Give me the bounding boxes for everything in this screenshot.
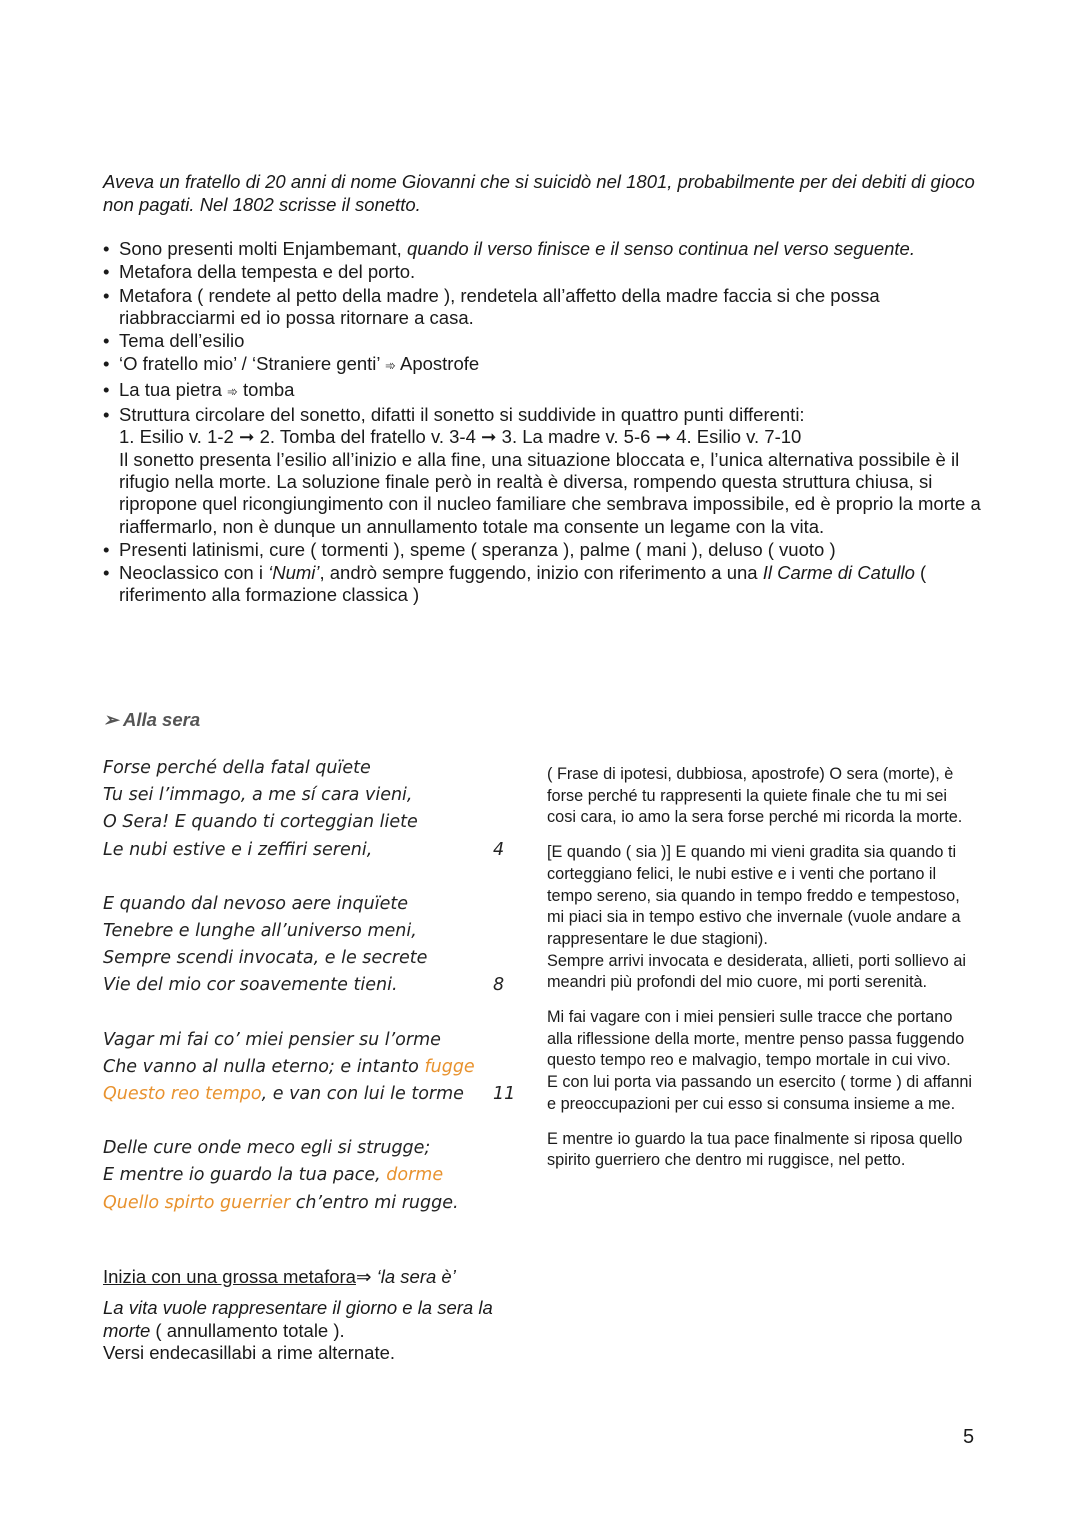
commentary-paragraph bbox=[547, 842, 977, 994]
tempesta-text: Metafora della tempesta e del porto. bbox=[119, 261, 416, 283]
commentary-paragraph bbox=[547, 1007, 977, 1116]
bullet-esilio bbox=[103, 330, 983, 352]
poem-line-numbered bbox=[103, 972, 523, 999]
bullet-marker: • bbox=[103, 404, 110, 426]
bullet-latinismi bbox=[103, 539, 983, 561]
double-arrow-icon: ⇒ bbox=[355, 1266, 372, 1287]
tomba-text: tomba bbox=[243, 378, 295, 400]
neo-text-b: , andrò sempre fuggendo, inizio con riferimento a una bbox=[319, 562, 763, 584]
metafora-text: Metafora ( rendete al petto della madre ), rendetela all’affetto della madre faccia si che possa riabbracciarmi ed io possa ritornare a casa. bbox=[119, 284, 880, 328]
bullet-marker: • bbox=[103, 562, 110, 584]
bullet-marker: • bbox=[103, 330, 110, 352]
poem-line-text: Vie del mio cor soavemente tieni. bbox=[103, 975, 398, 996]
apostrofe-label: Apostrofe bbox=[400, 353, 480, 375]
poem-line bbox=[103, 1054, 523, 1081]
poem-stanza-4 bbox=[103, 1135, 523, 1217]
poem-line-text: E mentre io guardo la tua pace, bbox=[103, 1165, 387, 1186]
apostrofe-quotes: ‘O fratello mio’ / ‘Straniere genti’ bbox=[119, 353, 380, 375]
section-heading bbox=[103, 709, 200, 731]
verse-number: 11 bbox=[493, 1084, 516, 1105]
enjambement-label: Sono presenti molti Enjambemant, bbox=[119, 238, 407, 259]
poem-line-numbered bbox=[103, 1081, 523, 1108]
final-notes bbox=[103, 1297, 523, 1365]
bullet-marker: • bbox=[103, 538, 110, 560]
verse-note: Versi endecasillabi a rime alternate. bbox=[103, 1342, 396, 1363]
arrow-icon: ➾ bbox=[384, 358, 396, 374]
intro-paragraph bbox=[103, 170, 983, 216]
page-number: 5 bbox=[963, 1426, 975, 1448]
struttura-text: Il sonetto presenta l’esilio all’inizio e alla fine, una situazione bloccata e, l’unica alternativa possibile è il rifugio nella morte. La soluzione finale però in realtà è diversa, rompendo questa struttura chiusa, si ripropone quel ricongiungimento con il nucleo familiare che sembrava impossibile, ed è proprio la morte a riaffermarlo, non è dunque un annullamento totale ma consente un legame con la vita. bbox=[119, 448, 981, 537]
poem-line: Vagar mi fai co’ miei pensier su l’orme bbox=[103, 1029, 441, 1050]
commentary-text: Mi fai vagare con i miei pensieri sulle tracce che portano alla riflessione della morte, mentre penso passa fuggendo questo tempo reo e malvagio, tempo mortale in cui vivo. bbox=[547, 1008, 965, 1070]
poem-line bbox=[103, 1190, 523, 1217]
latinismi-text: Presenti latinismi, cure ( tormenti ), speme ( speranza ), palme ( mani ), deluso ( vuoto ) bbox=[119, 538, 836, 560]
poem-line-text: ch’entro mi rugge. bbox=[290, 1192, 459, 1213]
bullet-pietra bbox=[103, 379, 983, 403]
poem-line: Tu sei l’immago, a me sí cara vieni, bbox=[103, 785, 413, 806]
neo-text-c: ( riferimento alla formazione classica ) bbox=[119, 562, 927, 606]
poem-line-text: Che vanno al nulla eterno; e intanto bbox=[103, 1056, 425, 1077]
metaphor-heading bbox=[103, 1265, 456, 1288]
bullet-enjambement bbox=[103, 238, 983, 260]
pietra-text: La tua pietra bbox=[119, 378, 222, 400]
poem-line-numbered bbox=[103, 837, 523, 864]
verse-number: 4 bbox=[493, 839, 505, 860]
bullet-apostrofe bbox=[103, 353, 983, 377]
bullet-metafora bbox=[103, 285, 983, 330]
bullet-marker: • bbox=[103, 353, 110, 375]
arrow-icon: ➾ bbox=[227, 383, 238, 399]
poem-line bbox=[103, 1162, 523, 1189]
poem-stanza-3 bbox=[103, 1027, 523, 1109]
poem-stanza-1 bbox=[103, 755, 523, 864]
struttura-points: 1. Esilio v. 1-2 ➞ 2. Tomba del fratello v. 3-4 ➞ 3. La madre v. 5-6 ➞ 4. Esilio v. 7-10 bbox=[119, 426, 802, 448]
poem bbox=[103, 755, 523, 1244]
bullet-struttura bbox=[103, 404, 983, 538]
neo-carme: Il Carme di Catullo bbox=[762, 562, 915, 584]
verse-number: 8 bbox=[493, 975, 505, 996]
commentary-text: [E quando ( sia )] E quando mi vieni gradita sia quando ti corteggiano felici, le nubi estive e i venti che portano il tempo sereno, sia quando in tempo freddo e tempestoso, mi piaci sia in tempo estivo che invernale (vuole andare a rappresentare le due stagioni). bbox=[547, 843, 961, 948]
notes-plain: ( annullamento totale ). bbox=[150, 1319, 345, 1341]
commentary-paragraph: E mentre io guardo la tua pace finalmente si riposa quello spirito guerriero che dentro mi ruggisce, nel petto. bbox=[547, 1129, 963, 1170]
metaphor-quote: ‘la sera è’ bbox=[376, 1266, 456, 1287]
poem-line-text: , e van con lui le torme bbox=[261, 1084, 464, 1105]
highlighted-word: dorme bbox=[386, 1165, 444, 1186]
poem-line: Forse perché della fatal quïete bbox=[103, 758, 371, 778]
bullet-neoclassico bbox=[103, 562, 983, 607]
commentary-paragraph: ( Frase di ipotesi, dubbiosa, apostrofe) O sera (morte), è forse perché tu rappresenti la quiete finale che tu mi sei cosi cara, io amo la sera forse perché mi ricorda la morte. bbox=[547, 765, 963, 827]
intro-text: Aveva un fratello di 20 anni di nome Giovanni che si suicidò nel 1801, probabilmente per dei debiti di gioco non pagati. Nel 1802 scrisse il sonetto. bbox=[103, 171, 975, 215]
notes-bullet-list bbox=[103, 238, 983, 608]
neo-text-a: Neoclassico con i bbox=[119, 562, 269, 584]
bullet-marker: • bbox=[103, 378, 110, 400]
poem-stanza-2 bbox=[103, 891, 523, 1000]
poem-line: Delle cure onde meco egli si strugge; bbox=[103, 1138, 431, 1159]
commentary-text: Sempre arrivi invocata e desiderata, allieti, porti sollievo ai meandri più profondi del mio cuore, mi porti serenità. bbox=[547, 951, 966, 992]
bullet-marker: • bbox=[103, 284, 110, 306]
bullet-tempesta bbox=[103, 261, 983, 283]
metaphor-label: Inizia con una grossa metafora bbox=[103, 1266, 356, 1287]
poem-line: Tenebre e lunghe all’universo meni, bbox=[103, 921, 417, 942]
highlighted-phrase: Questo reo tempo bbox=[103, 1084, 262, 1105]
esilio-text: Tema dell’esilio bbox=[119, 330, 245, 352]
enjambement-definition: quando il verso finisce e il senso continua nel verso seguente. bbox=[406, 238, 915, 259]
bullet-marker: • bbox=[103, 261, 110, 283]
poem-commentary bbox=[547, 764, 977, 1185]
poem-line: O Sera! E quando ti corteggian liete bbox=[103, 812, 418, 833]
poem-line-text: Le nubi estive e i zeffiri sereni, bbox=[103, 839, 373, 860]
arrowhead-icon: ➢ bbox=[103, 709, 119, 730]
poem-line: E quando dal nevoso aere inquïete bbox=[103, 893, 409, 914]
neo-numi: ‘Numi’ bbox=[268, 562, 320, 584]
notes-italic: La vita vuole rappresentare il giorno e la sera la morte bbox=[103, 1297, 493, 1341]
highlighted-phrase: Quello spirto guerrier bbox=[103, 1192, 291, 1213]
highlighted-word: fugge bbox=[424, 1056, 475, 1077]
bullet-marker: • bbox=[103, 238, 110, 259]
section-title: Alla sera bbox=[122, 709, 201, 730]
commentary-text: E con lui porta via passando un esercito ( torme ) di affanni e preoccupazioni per cui esso si consuma insieme a me. bbox=[547, 1073, 973, 1113]
poem-line: Sempre scendi invocata, e le secrete bbox=[103, 948, 428, 969]
struttura-intro: Struttura circolare del sonetto, difatti il sonetto si suddivide in quattro punti differenti: bbox=[119, 404, 805, 426]
